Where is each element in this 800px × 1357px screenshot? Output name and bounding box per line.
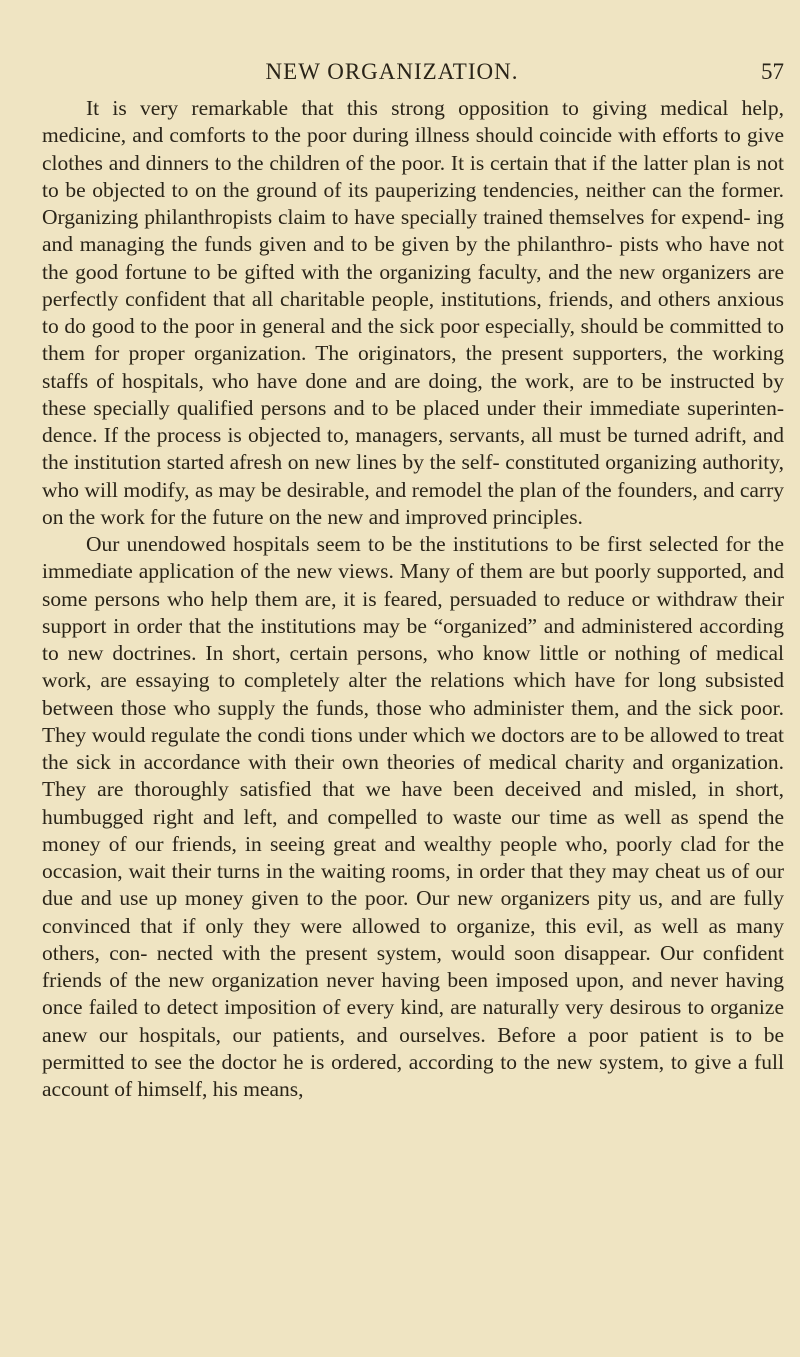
body-text — [42, 95, 784, 1103]
running-head: NEW ORGANIZATION. — [265, 59, 519, 84]
page-number: 57 — [761, 59, 784, 84]
paragraph: Our unendowed hospitals seem to be the institutions to be first selected for the immediate application of the new views. Many of them are but poorly supported, and some persons who help them are, it is feared, persuaded to reduce or withdraw their support in order that the institutions may be “organized” and administered according to new doctrines. In short, certain persons, who know little or nothing of medical work, are essaying to completely alter the relations which have for long subsisted between those who supply the funds, those who administer them, and the sick poor. They would regulate the condi tions under which we doctors are to be allowed to treat the sick in accordance with their own theories of medical charity and organization. They are thoroughly satisfied that we have been deceived and misled, in short, humbugged right and left, and compelled to waste our time as well as spend the money of our friends, in seeing great and wealthy people who, poorly clad for the occasion, wait their turns in the waiting rooms, in order that they may cheat us of our due and use up money given to the poor. Our new organizers pity us, and are fully convinced that if only they were allowed to organize, this evil, as well as many others, con- nected with the present system, would soon disappear. Our confident friends of the new organization never having been imposed upon, and never having once failed to detect imposition of every kind, are naturally very desirous to organize anew our hospitals, our patients, and ourselves. Before a poor patient is to be permitted to see the doctor he is ordered, according to the new system, to give a full account of himself, his means, — [42, 532, 784, 1101]
paragraph: It is very remarkable that this strong opposition to giving medical help, medicine, and comforts to the poor during illness should coincide with efforts to give clothes and dinners to the children of the poor. It is certain that if the latter plan is not to be objected to on the ground of its pauperizing tendencies, neither can the former. Organizing philanthropists claim to have specially trained themselves for expend- ing and managing the funds given and to be given by the philanthro- pists who have not the good fortune to be gifted with the organizing faculty, and the new organizers are perfectly confident that all charitable people, institutions, friends, and others anxious to do good to the poor in general and the sick poor especially, should be committed to them for proper organization. The originators, the present supporters, the working staffs of hospitals, who have done and are doing, the work, are to be instructed by these specially qualified persons and to be placed under their immediate superinten- dence. If the process is objected to, managers, servants, all must be turned adrift, and the institution started afresh on new lines by the self- constituted organizing authority, who will modify, as may be desirable, and remodel the plan of the founders, and carry on the work for the future on the new and improved principles. — [42, 96, 784, 529]
page-header — [42, 48, 784, 82]
